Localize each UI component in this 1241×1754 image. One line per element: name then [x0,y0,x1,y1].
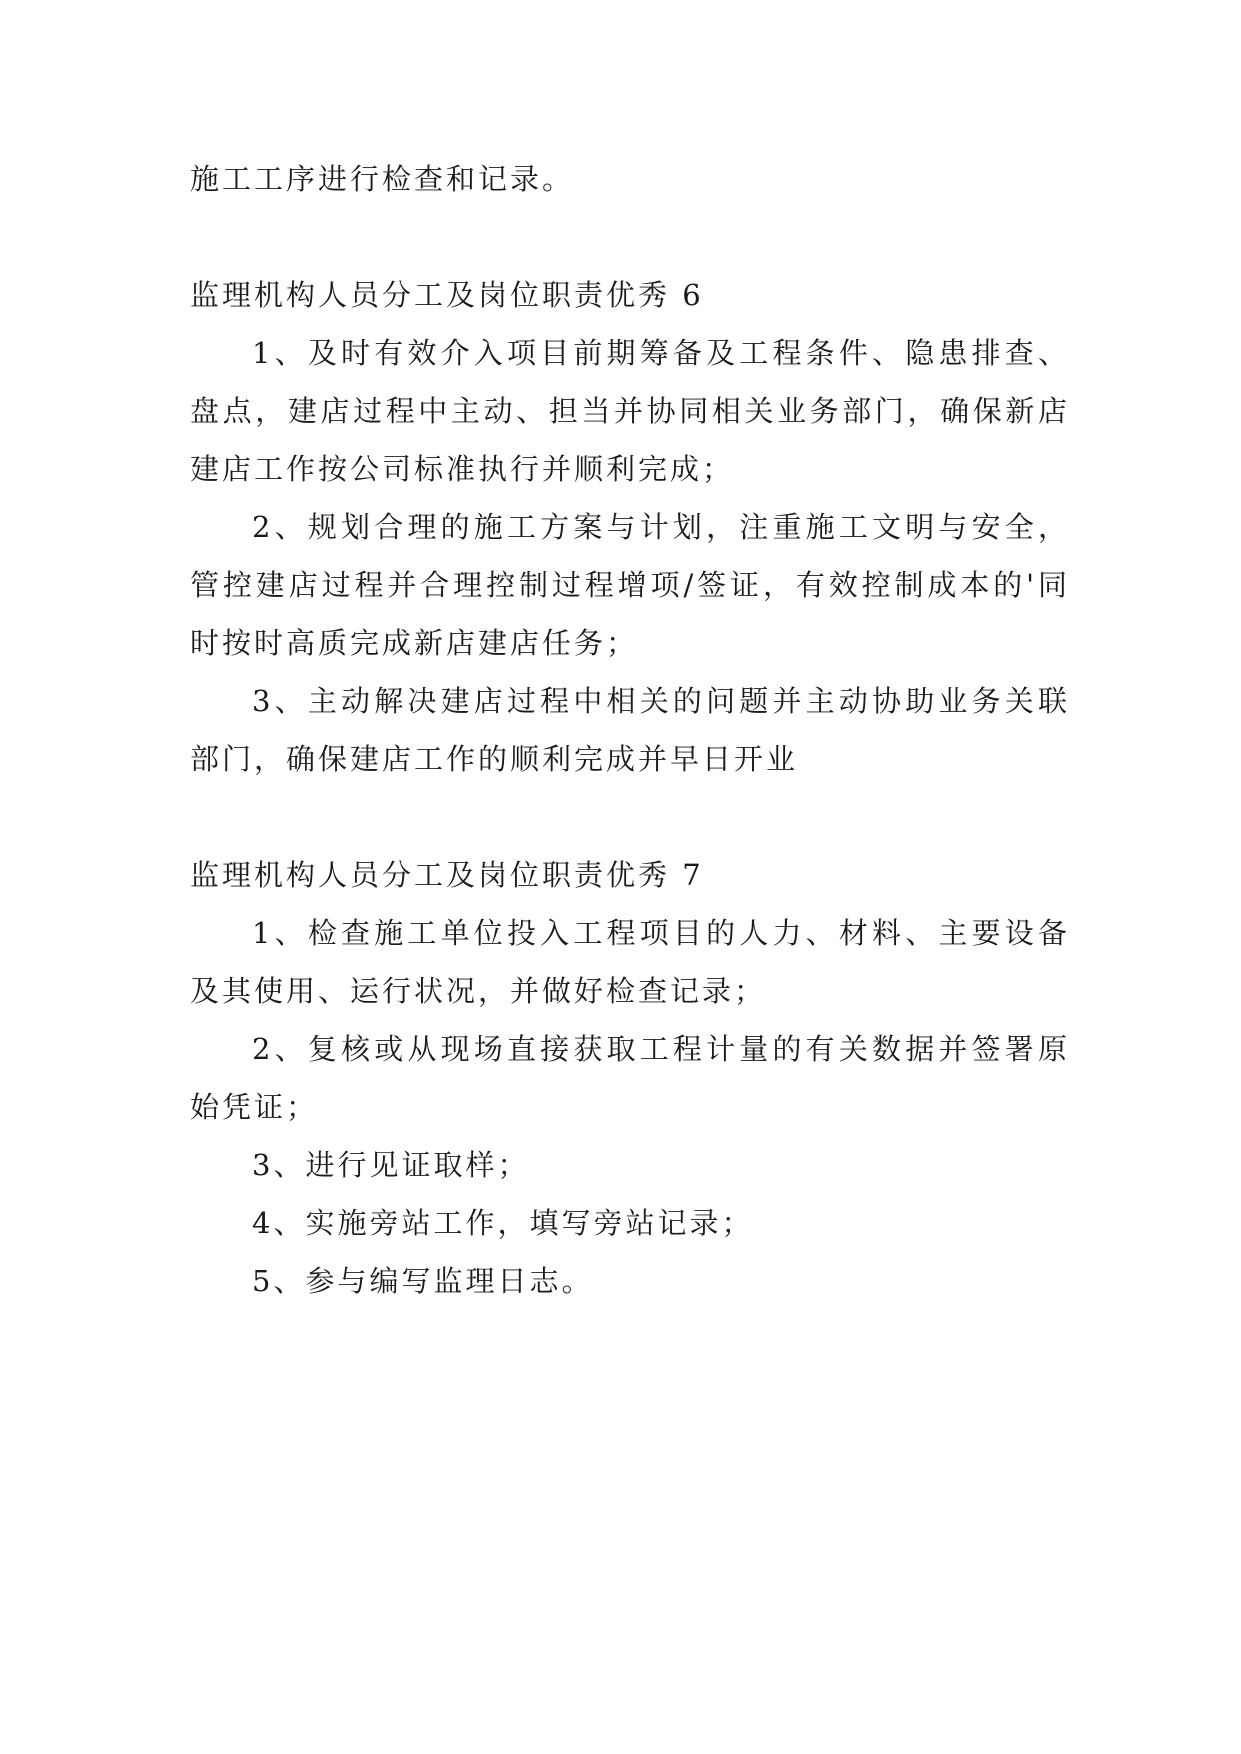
section-7-item-2: 2、复核或从现场直接获取工程计量的有关数据并签署原始凭证； [190,1032,1070,1124]
section-spacer [190,788,1070,846]
document-body [190,150,1070,1310]
section-7-item-4: 4、实施旁站工作，填写旁站记录； [252,1206,754,1240]
section-7-item-3: 3、进行见证取样； [252,1148,530,1182]
intro-tail-paragraph: 施工工序进行检查和记录。 [190,162,575,196]
section-7-heading: 监理机构人员分工及岗位职责优秀 7 [190,858,704,892]
section-7-item-1: 1、检查施工单位投入工程项目的人力、材料、主要设备及其使用、运行状况，并做好检查记录； [190,916,1070,1008]
section-6-item-3: 3、主动解决建店过程中相关的问题并主动协助业务关联部门，确保建店工作的顺利完成并早日开业 [190,684,1070,776]
section-6-item-1: 1、及时有效介入项目前期筹备及工程条件、隐患排查、盘点，建店过程中主动、担当并协同相关业务部门，确保新店建店工作按公司标准执行并顺利完成； [190,336,1070,486]
section-6-heading: 监理机构人员分工及岗位职责优秀 6 [190,278,704,312]
section-spacer [190,208,1070,266]
section-6-item-2: 2、规划合理的施工方案与计划，注重施工文明与安全，管控建店过程并合理控制过程增项/签证，有效控制成本的'同时按时高质完成新店建店任务； [190,510,1070,660]
section-7-item-5: 5、参与编写监理日志。 [252,1264,594,1298]
